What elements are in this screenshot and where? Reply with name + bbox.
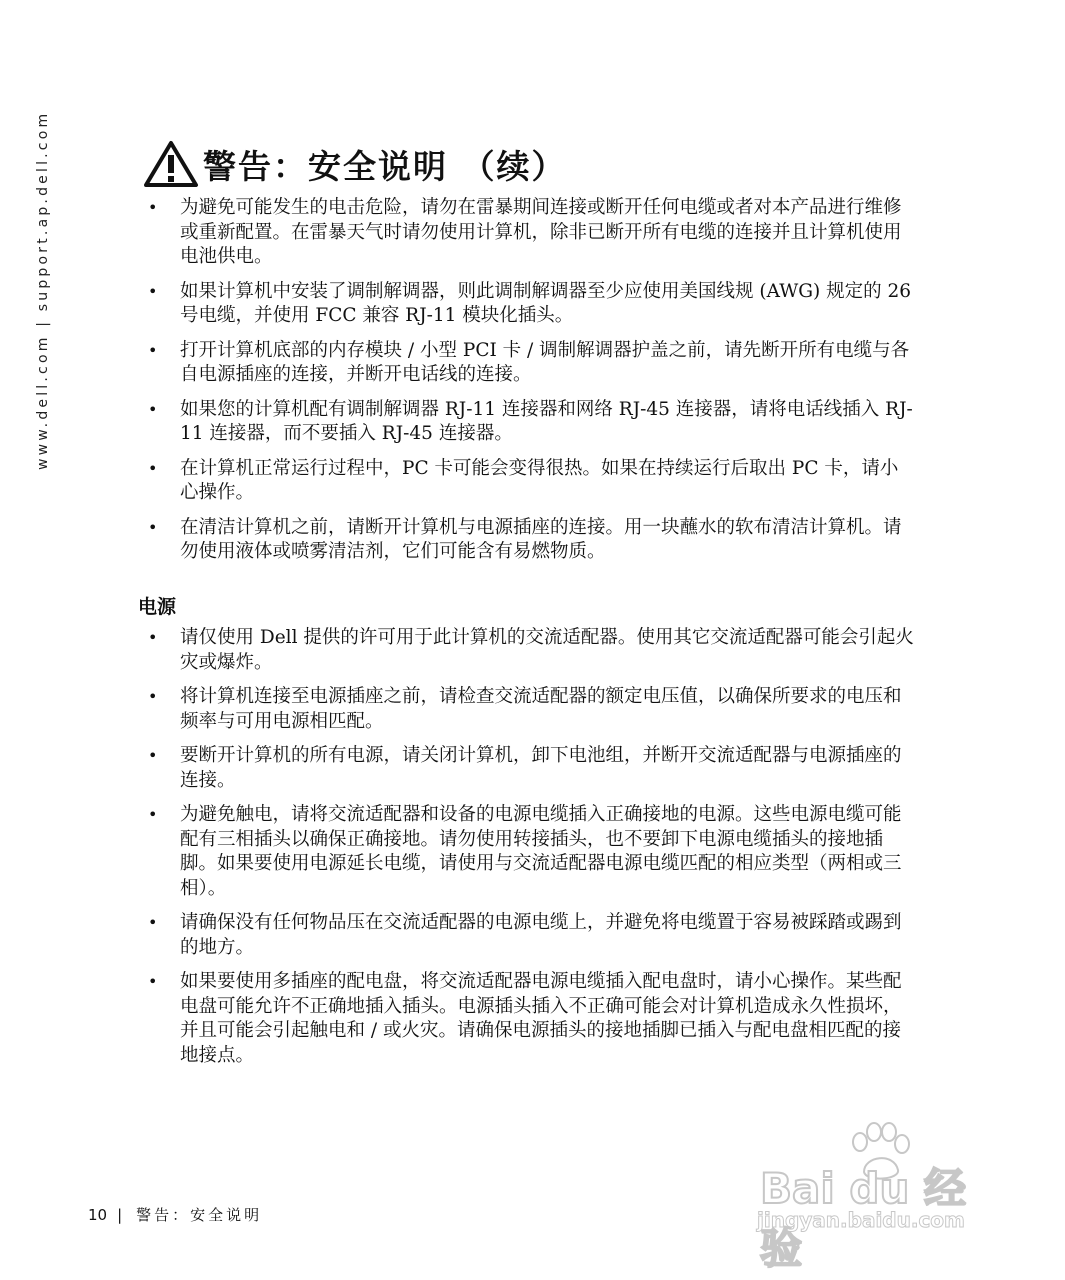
list-item — [140, 626, 915, 675]
list-item — [140, 685, 915, 734]
bullet: • — [148, 281, 158, 301]
list-item — [140, 970, 915, 1068]
list-item — [140, 744, 915, 793]
list-item-text: 在清洁计算机之前，请断开计算机与电源插座的连接。用一块蘸水的软布清洁计算机。请勿使用液体或喷雾清洁剂，它们可能含有易燃物质。 — [180, 516, 902, 562]
list-item — [140, 196, 915, 270]
list-item — [140, 803, 915, 901]
list-item — [140, 398, 915, 447]
side-url: www.dell.com | support.ap.dell.com — [35, 110, 51, 470]
footer-separator: | — [117, 1205, 123, 1224]
bullet: • — [148, 805, 158, 824]
safety-list — [140, 196, 915, 575]
watermark-url: jingyan.baidu.com — [757, 1208, 965, 1232]
list-item — [140, 280, 915, 329]
list-item — [140, 339, 915, 388]
bullet: • — [148, 913, 158, 932]
page-number: 10 — [88, 1205, 108, 1224]
list-item-text: 请仅使用 Dell 提供的许可用于此计算机的交流适配器。使用其它交流适配器可能会引起火灾或爆炸。 — [180, 627, 914, 673]
list-item — [140, 911, 915, 960]
bullet: • — [148, 972, 158, 991]
list-item — [140, 516, 915, 565]
bullet: • — [148, 517, 158, 537]
list-item-text: 在计算机正常运行过程中，PC 卡可能会变得很热。如果在持续运行后取出 PC 卡，请小心操作。 — [180, 457, 899, 503]
bullet: • — [148, 687, 158, 706]
bullet: • — [148, 340, 158, 360]
list-item — [140, 457, 915, 506]
bullet: • — [148, 198, 158, 217]
section-heading-power: 电源 — [138, 596, 177, 618]
list-item-text: 如果要使用多插座的配电盘，将交流适配器电源电缆插入配电盘时，请小心操作。某些配电盘可能允许不正确地插入插头。电源插头插入不正确可能会对计算机造成永久性损坏，并且可能会引起触电和 / 或火灾。请确保电源插头的接地插脚已插入与配电盘相匹配的接地接点。 — [180, 971, 902, 1066]
list-item-text: 如果您的计算机配有调制解调器 RJ-11 连接器和网络 RJ-45 连接器，请将电话线插入 RJ-11 连接器，而不要插入 RJ-45 连接器。 — [180, 398, 913, 444]
list-item-text: 如果计算机中安装了调制解调器，则此调制解调器至少应使用美国线规 (AWG) 规定的 26 号电缆，并使用 FCC 兼容 RJ-11 模块化插头。 — [180, 280, 912, 326]
list-item-text: 为避免触电，请将交流适配器和设备的电源电缆插入正确接地的电源。这些电源电缆可能配有三相插头以确保正确接地。请勿使用转接插头，也不要卸下电源电缆插头的接地插脚。如果要使用电源延长电缆，请使用与交流适配器电源电缆匹配的相应类型（两相或三相）。 — [180, 804, 902, 899]
bullet: • — [148, 399, 158, 419]
bullet: • — [148, 746, 158, 765]
warning-triangle-icon — [143, 140, 199, 188]
bullet: • — [148, 458, 158, 478]
watermark-brand: Bai du 经验 — [760, 1164, 966, 1273]
power-list — [140, 626, 915, 1078]
page-heading — [143, 138, 567, 190]
list-item-text: 为避免可能发生的电击危险，请勿在雷暴期间连接或断开任何电缆或者对本产品进行维修或重新配置。在雷暴天气时请勿使用计算机，除非已断开所有电缆的连接并且计算机使用电池供电。 — [180, 197, 902, 267]
footer-title: 警告：安全说明 — [136, 1206, 263, 1224]
list-item-text: 打开计算机底部的内存模块 / 小型 PCI 卡 / 调制解调器护盖之前，请先断开所有电缆与各自电源插座的连接，并断开电话线的连接。 — [180, 339, 910, 385]
baidu-watermark — [742, 1122, 1002, 1273]
page-footer — [88, 1204, 262, 1225]
list-item-text: 要断开计算机的所有电源，请关闭计算机，卸下电池组，并断开交流适配器与电源插座的连接。 — [180, 745, 902, 791]
list-item-text: 将计算机连接至电源插座之前，请检查交流适配器的额定电压值，以确保所要求的电压和频率与可用电源相匹配。 — [180, 686, 902, 732]
list-item-text: 请确保没有任何物品压在交流适配器的电源电缆上，并避免将电缆置于容易被踩踏或踢到的地方。 — [180, 912, 902, 958]
page-title: 警告：安全说明 （续） — [203, 146, 567, 186]
bullet: • — [148, 628, 158, 647]
